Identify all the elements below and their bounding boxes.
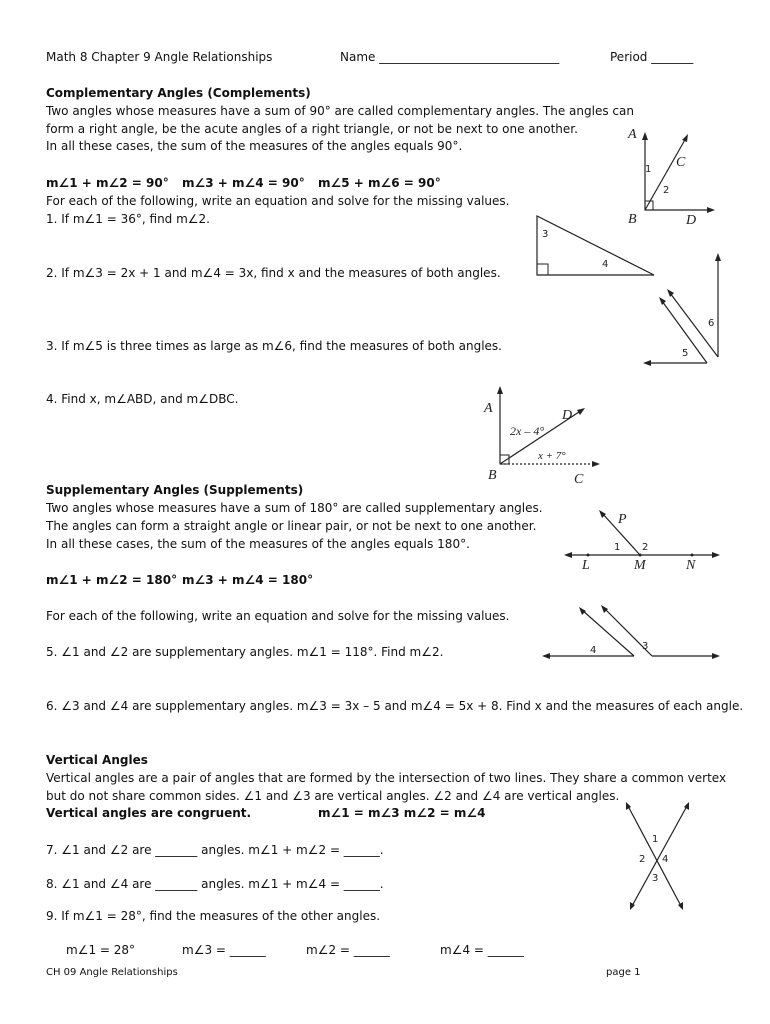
arrowhead-c [592,461,600,467]
answer-angle-1: m∠1 = 28° [66,943,136,957]
angle-label-3: 3 [542,229,549,240]
angle-label-4: 4 [602,259,609,270]
endpoint-2 [680,905,683,908]
supplementary-heading: Supplementary Angles (Supplements) [46,483,304,497]
angle-label-5: 5 [682,348,689,359]
arrowhead-a [642,132,648,140]
angle-label-3: 3 [642,641,649,652]
triangle [537,216,654,275]
arrowhead-c [682,134,688,142]
separated-angles-5-6-figure [640,245,730,370]
arrowhead-d [577,408,585,415]
angle-label-1: 1 [614,542,621,553]
arrowhead-upper-right [601,605,608,613]
angle-abd-dbc-figure [478,382,608,492]
point-m [639,554,642,557]
supplementary-equation-1: m∠1 + m∠2 = 180° [46,573,178,587]
label-l: L [582,558,590,573]
label-b: B [488,468,497,483]
arrowhead-right [712,653,720,659]
label-c: C [574,472,584,487]
angle-label-2: 2 [639,854,646,865]
vertical-text-1: Vertical angles are a pair of angles that are formed by the intersection of two lines. They share a common vertex [46,771,727,785]
linear-pair-figure [560,505,725,575]
supplementary-equation-2: m∠3 + m∠4 = 180° [182,573,314,587]
label-m: M [634,558,646,573]
complementary-equation-1: m∠1 + m∠2 = 90° [46,176,169,190]
angle-label-4: 4 [662,854,669,865]
label-d: D [686,213,697,228]
line-one [628,806,681,906]
complementary-heading: Complementary Angles (Complements) [46,86,311,100]
vertical-text-2: but do not share common sides. ∠1 and ∠3 are vertical angles. ∠2 and ∠4 are vertical angles. [46,789,620,803]
expression-2x-minus-4: 2x – 4° [510,424,545,438]
worksheet-title: Math 8 Chapter 9 Angle Relationships [46,50,273,64]
complementary-text-1: Two angles whose measures have a sum of 90° are called complementary angles. The angles can [46,104,634,118]
complementary-equation-2: m∠3 + m∠4 = 90° [182,176,305,190]
label-b: B [628,212,637,227]
right-angle-abd-figure [620,120,730,228]
supplementary-text-1: Two angles whose measures have a sum of 180° are called supplementary angles. [46,501,543,515]
label-d: D [562,408,573,423]
question-8: 8. ∠1 and ∠4 are _______ angles. m∠1 + m∠4 = ______. [46,877,384,891]
expression-x-plus-7: x + 7° [538,450,566,462]
right-angle-marker [537,264,548,275]
arrowhead-upper [667,289,674,297]
arrowhead-horizontal [643,360,651,366]
question-9: 9. If m∠1 = 28°, find the measures of the other angles. [46,909,381,923]
endpoint-1 [627,805,630,808]
supplementary-instructions: For each of the following, write an equation and solve for the missing values. [46,609,510,623]
complementary-equation-3: m∠5 + m∠6 = 90° [318,176,441,190]
vertical-heading: Vertical Angles [46,753,148,767]
separated-angles-3-4-figure [538,602,728,667]
arrowhead-d [707,207,715,213]
label-p: P [618,512,627,527]
endpoint-3 [686,805,689,808]
angle-label-4: 4 [590,645,597,656]
angle-label-3: 3 [652,873,659,884]
vertical-congruent-rule: Vertical angles are congruent. [46,806,252,820]
question-5: 5. ∠1 and ∠2 are supplementary angles. m∠1 = 118°. Find m∠2. [46,645,444,659]
vertical-angles-figure [615,796,700,916]
question-2: 2. If m∠3 = 2x + 1 and m∠4 = 3x, find x and the measures of both angles. [46,266,501,280]
point-n [691,554,694,557]
point-l [587,554,590,557]
question-6: 6. ∠3 and ∠4 are supplementary angles. m∠3 = 3x – 5 and m∠4 = 5x + 8. Find x and the measures of each angle. [46,699,744,713]
period-field[interactable]: Period _______ [610,50,694,64]
supplementary-text-3: In all these cases, the sum of the measures of the angles equals 180°. [46,537,470,551]
footer-chapter: CH 09 Angle Relationships [46,967,178,978]
arrowhead-a [497,386,503,394]
label-a: A [484,401,493,416]
name-field[interactable]: Name ______________________________ [340,50,560,64]
angle-label-2: 2 [663,185,670,196]
question-1: 1. If m∠1 = 36°, find m∠2. [46,212,210,226]
complementary-instructions: For each of the following, write an equation and solve for the missing values. [46,194,510,208]
complementary-text-2: form a right angle, be the acute angles of a right triangle, or not be next to one another. [46,122,578,136]
arrowhead-left [542,653,550,659]
supplementary-text-2: The angles can form a straight angle or linear pair, or not be next to one another. [46,519,537,533]
arrowhead-vertical [715,253,721,261]
arrowhead-left [564,552,572,558]
angle-label-1: 1 [645,164,652,175]
answer-angle-2[interactable]: m∠2 = ______ [306,943,390,957]
arrowhead-upper-left [579,607,586,615]
endpoint-4 [631,905,634,908]
arrowhead-lower [659,297,666,305]
arrowhead-right [712,552,720,558]
label-c: C [676,155,686,170]
question-7: 7. ∠1 and ∠2 are _______ angles. m∠1 + m∠2 = ______. [46,843,384,857]
label-n: N [686,558,696,573]
vertical-equations: m∠1 = m∠3 m∠2 = m∠4 [318,806,486,820]
angle-label-1: 1 [652,834,659,845]
answer-angle-4[interactable]: m∠4 = ______ [440,943,524,957]
label-a: A [628,127,637,142]
question-4: 4. Find x, m∠ABD, and m∠DBC. [46,392,239,406]
angle-label-6: 6 [708,318,715,329]
question-3: 3. If m∠5 is three times as large as m∠6, find the measures of both angles. [46,339,502,353]
answer-angle-3[interactable]: m∠3 = ______ [182,943,266,957]
angle-label-2: 2 [642,542,649,553]
complementary-text-3: In all these cases, the sum of the measures of the angles equals 90°. [46,139,463,153]
footer-page-number: page 1 [606,967,641,978]
